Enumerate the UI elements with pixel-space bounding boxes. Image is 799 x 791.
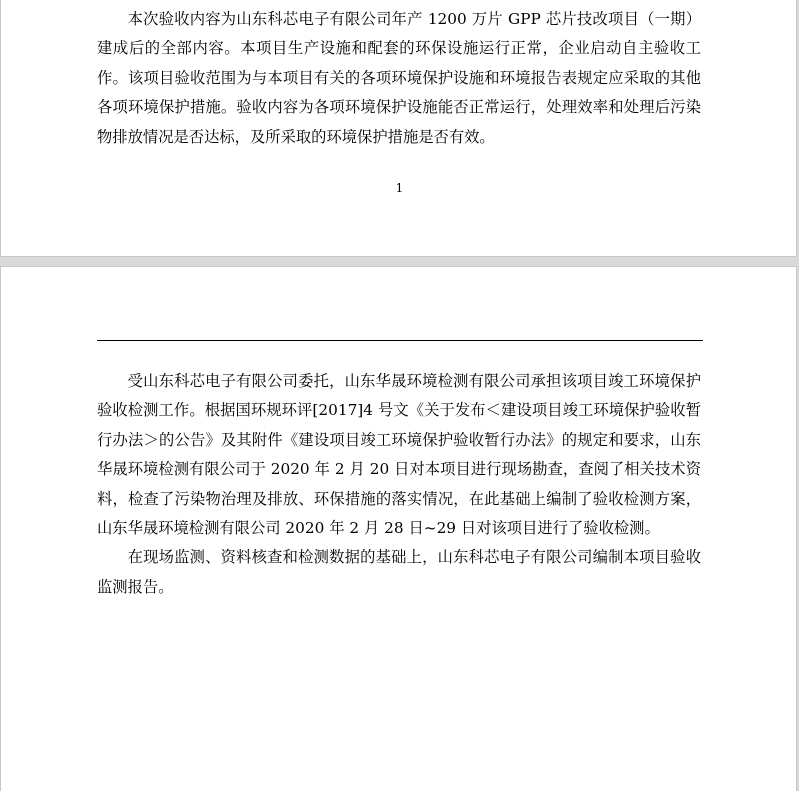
paragraph: 在现场监测、资料核查和检测数据的基础上，山东科芯电子有限公司编制本项目验收监测报告。 xyxy=(97,548,701,596)
header-rule xyxy=(97,340,703,341)
page-2-body xyxy=(97,367,701,602)
page-2 xyxy=(0,266,797,791)
paragraph: 本次验收内容为山东科芯电子有限公司年产 1200 万片 GPP 芯片技改项目（一期）建成后的全部内容。本项目生产设施和配套的环保设施运行正常，企业启动自主验收工作。该项目验收范围为与本项目有关的各项环境保护设施和环境报告表规定应采取的其他各项环境保护措施。验收内容为各项环境保护设施能否正常运行，处理效率和处理后污染物排放情况是否达标，及所采取的环境保护措施是否有效。 xyxy=(97,10,701,146)
page-number: 1 xyxy=(395,181,404,195)
paragraph: 受山东科芯电子有限公司委托，山东华晟环境检测有限公司承担该项目竣工环境保护验收检测工作。根据国环规环评[2017]4 号文《关于发布＜建设项目竣工环境保护验收暂行办法＞的公告》及其附件《建设项目竣工环境保护验收暂行办法》的规定和要求，山东华晟环境检测有限公司于 2020 年 2 月 20 日对本项目进行现场勘查，查阅了相关技术资料，检查了污染物治理及排放、环保措施的落实情况，在此基础上编制了验收检测方案，山东华晟环境检测有限公司 2020 年 2 月 28 日~29 日对该项目进行了验收检测。 xyxy=(97,372,701,538)
page-1 xyxy=(0,0,797,257)
page-1-body xyxy=(97,5,701,152)
